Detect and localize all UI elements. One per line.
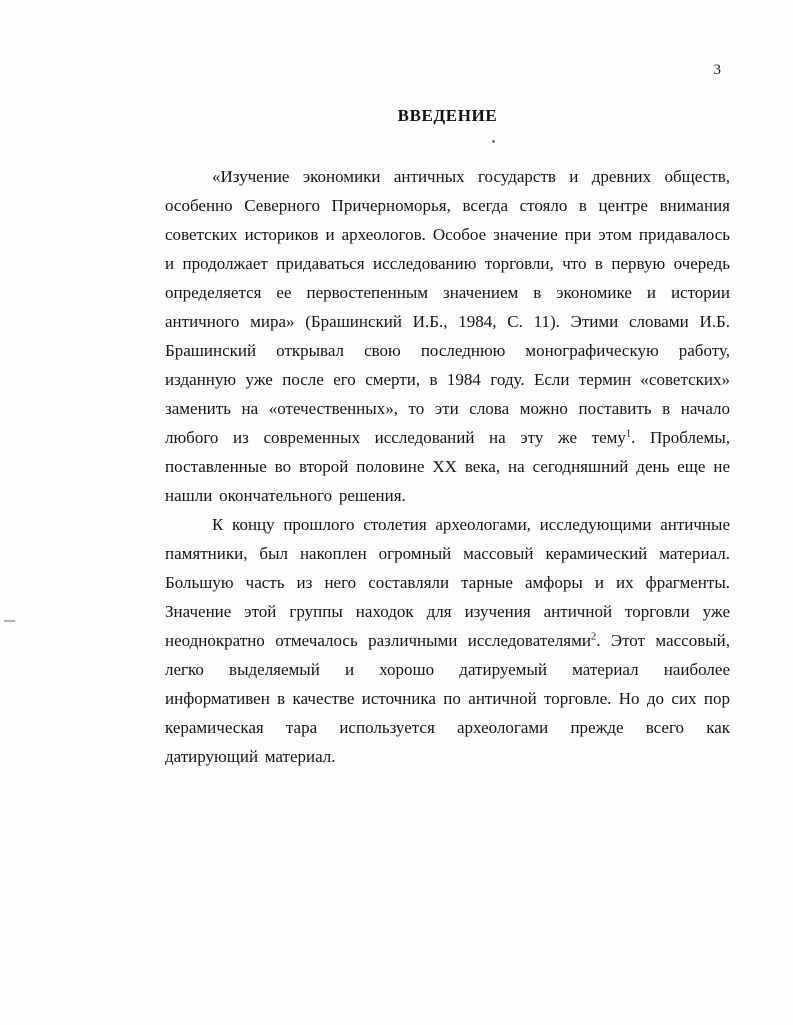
scan-artifact-dot <box>492 140 495 143</box>
scan-artifact-dash <box>4 620 15 622</box>
paragraph-ceramic-material <box>165 510 730 771</box>
footnote-marker-2: 2 <box>590 631 597 643</box>
paragraph-text-segment: . Проблемы, поставленные во второй половине XX века, на сегодняшний день еще не нашли окончательного решения. <box>165 428 730 505</box>
page-content <box>165 162 730 771</box>
page-number: 3 <box>713 62 721 78</box>
paragraph-text-segment: К концу прошлого столетия археологами, исследующими античные памятники, был накоплен огромный массовый керамический материал. Большую часть из него составляли тарные амфоры и их фрагменты. Значение этой группы находок для изучения античной торговли уже неоднократно отмечалось различными исследователями <box>165 515 730 650</box>
footnote-marker-1: 1 <box>625 428 632 440</box>
paragraph-text-segment: . Этот массовый, легко выделяемый и хорошо датируемый материал наиболее информативен в качестве источника по античной торговле. Но до сих пор керамическая тара используется археологами прежде всего как датирующий материал. <box>165 631 730 766</box>
paragraph-introduction-quote <box>165 162 730 510</box>
paragraph-text-segment: «Изучение экономики античных государств и древних обществ, особенно Северного Причерноморья, всегда стояло в центре внимания советских историков и археологов. Особое значение при этом придавалось и продолжает придаваться исследованию торговли, что в первую очередь определяется ее первостепенным значением в экономике и истории античного мира» (Брашинский И.Б., 1984, С. 11). Этими словами И.Б. Брашинский открывал свою последнюю монографическую работу, изданную уже после его смерти, в 1984 году. Если термин «советских» заменить на «отечественных», то эти слова можно поставить в начало любого из современных исследований на эту же тему <box>165 167 730 447</box>
page-title: ВВЕДЕНИЕ <box>397 106 498 125</box>
